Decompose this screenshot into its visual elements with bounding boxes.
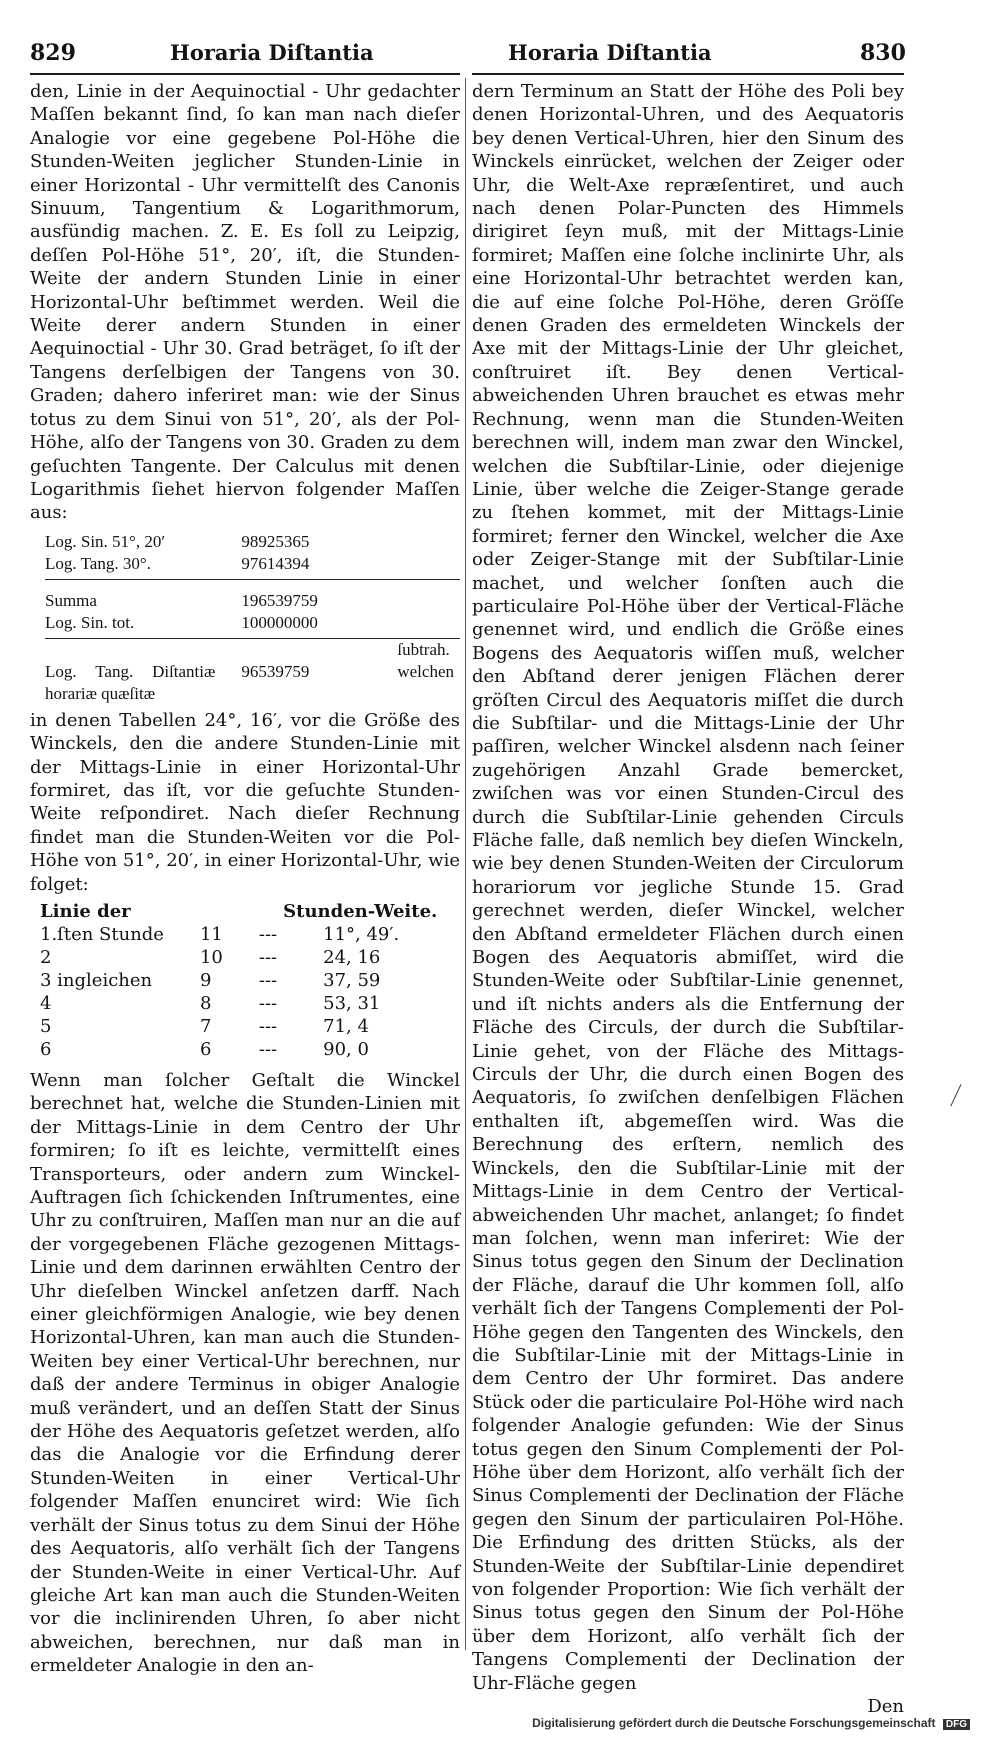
log-value: 98925365 <box>241 531 310 551</box>
table-cell: --- <box>258 969 278 991</box>
table-cell: 10 <box>199 946 223 968</box>
log-row <box>45 531 460 553</box>
log-label: Log. Sin. 51°, 20′ <box>45 531 166 551</box>
log-label: Summa <box>45 590 97 610</box>
left-column <box>30 80 460 1678</box>
margin-mark <box>950 1084 968 1110</box>
table-cell: --- <box>258 992 278 1014</box>
dfg-logo: DFG <box>943 1719 970 1730</box>
log-note: ſubtrah. <box>397 639 450 659</box>
header-rule-left <box>30 73 460 75</box>
log-row <box>45 612 460 634</box>
table-cell: 1.ſten Stunde <box>40 923 164 945</box>
running-head-right: Horaria Diſtantia <box>508 40 712 65</box>
table-cell: 37, 59 <box>323 969 381 991</box>
header-rule-right <box>472 73 904 75</box>
page-number-left: 829 <box>30 40 76 66</box>
footer-credit <box>532 1716 970 1730</box>
table-cell: 71, 4 <box>323 1015 369 1037</box>
table-cell: 3 ingleichen <box>40 969 153 991</box>
log-note: welchen <box>397 661 454 681</box>
table-cell: 8 <box>199 992 212 1014</box>
right-column <box>472 80 904 1718</box>
logarithm-table <box>45 531 460 705</box>
table-cell: 5 <box>40 1015 52 1037</box>
table-cell: --- <box>258 946 278 968</box>
right-paragraph-1: dern Terminum an Statt der Höhe des Poli bey denen Horizontal-Uhren, und des Aequatoris bey denen Vertical-Uhren, hier den Sinum des Winckels einrücket, welchen der Zeiger oder Uhr, die Welt-Axe repræſentiret, und auch nach denen Polar-Puncten des Himmels dirigiret ſeyn muß, mit der Mittags-Linie formiret; Maſſen eine ſolche inclinirte Uhr, als eine Horizontal-Uhr betrachtet werden kan, die auf eine ſolche Pol-Höhe, deren Gröſſe denen Graden des ermeldeten Winckels der Axe mit der Mittags-Linie der Uhr gleichet, conſtruiret iſt. Bey denen Vertical- abweichenden Uhren brauchet es etwas mehr Rechnung, wenn man die Stunden-Weiten berechnen will, indem man zwar den Winckel, welchen die Subſtilar-Linie, oder diejenige Linie, über welche die Zeiger-Stange gerade zu ſtehen kommet, mit der Mittags-Linie formiret; ferner den Winckel, welcher die Axe oder Zeiger-Stange mit der Subſtilar-Linie machet, und welcher ſonſten auch die particulaire Pol-Höhe über der Vertical-Fläche genennet wird, und endlich die Größe eines Bogens des Aequatoris wiſſen muß, welcher den Abſtand derer jenigen Flächen derer gröſten Circul des Aequatoris miſſet die durch die Subſtilar- und die Mittags-Linie der Uhr paſſiren, welcher Winckel alsdenn nach ſeiner zugehörigen Anzahl Grade bemercket, zwiſchen was vor einen Stunden-Circul des durch die Subſtilar-Linie gehenden Circuls Fläche falle, daß nemlich bey dieſen Winckeln, wie bey denen Stunden-Weiten der Circulorum horariorum vor jegliche Stunde 15. Grad gerechnet werden, dieſer Winckel, welcher den Abſtand ermeldeter Flächen durch einen Bogen des Aequatoris abmiſſet, wird die Stunden-Weite oder Subſtilar-Linie genennet, und iſt nichts anders als die Entfernung der Fläche des Circuls, der durch die Subſtilar-Linie gehet, von der Fläche des Mittags-Circuls der Uhr, die durch einen Bogen des Aequatoris, ſo zwiſchen denſelbigen Flächen enthalten iſt, abgemeſſen wird. Was die Berechnung des erſtern, nemlich des Winckels, den die Subſtilar-Linie mit der Mittags-Linie in dem Centro der Vertical-abweichenden Uhr machet, anlanget; ſo findet man ſolchen, wenn man inferiret: Wie der Sinus totus gegen den Sinum der Declination der Fläche, darauf die Uhr kommen ſoll, alſo verhält ſich der Tangens Complementi der Pol-Höhe gegen den Tangenten des Winckels, den die Subſtilar-Linie mit der Mittags-Linie in dem Centro der Uhr formiret. Das andere Stück oder die particulaire Pol-Höhe wird nach folgender Analogie gefunden: Wie der Sinus totus gegen den Sinum Complementi der Pol-Höhe über dem Horizont, alſo verhält ſich der Sinus Complementi der Declination der Fläche gegen den Sinum der particulairen Pol-Höhe. Die Erfindung des dritten Stücks, als der Stunden-Weite der Subſtilar-Linie dependiret von folgender Proportion: Wie ſich verhält der Sinus totus gegen den Sinum der Pol-Höhe über dem Horizont, alſo verhält ſich der Tangens Complementi der Declination der Uhr-Fläche gegen <box>472 81 904 1694</box>
table-cell: 11°, 49′. <box>323 923 400 945</box>
log-value: 100000000 <box>241 612 318 632</box>
table-row <box>40 992 443 1015</box>
running-head-left: Horaria Diſtantia <box>170 40 374 65</box>
table-row <box>40 923 443 946</box>
footer-text: Digitalisierung gefördert durch die Deutsche Forschungsgemeinschaft <box>532 1716 936 1730</box>
table-cell: --- <box>258 1015 278 1037</box>
table-cell: 6 <box>40 1038 52 1060</box>
table-cell: 7 <box>199 1015 212 1037</box>
log-row <box>45 553 460 575</box>
log-row <box>45 638 460 661</box>
table-cell: 4 <box>40 992 52 1014</box>
table-row <box>40 1015 443 1038</box>
log-value: 96539759 <box>241 661 310 681</box>
left-paragraph-3: Wenn man ſolcher Geſtalt die Winckel berechnet hat, welche die Stunden-Linien mit der Mittags-Linie in dem Centro der Uhr formiren; ſo iſt es leichte, vermittelſt eines Transporteurs, oder andern zum Winckel-Auftragen ſich ſchickenden Inſtrumentes, eine Uhr zu conſtruiren, Maſſen man nur an die auf der vorgegebenen Fläche gezogenen Mittags-Linie und dem darinnen erwählten Centro der Uhr dieſelben Winckel anſetzen darff. Nach einer gleichförmigen Analogie, wie bey denen Horizontal-Uhren, kan man auch die Stunden-Weiten bey einer Vertical-Uhr berechnen, nur daß der andere Terminus in obiger Analogie muß verändert, und an deſſen Statt der Sinus der Höhe des Aequatoris geſetzet werden, alſo das die Analogie vor die Erfindung derer Stunden-Weiten in einer Vertical-Uhr folgender Maſſen enunciret wird: Wie ſich verhält der Sinus totus zu dem Sinui der Höhe des Aequatoris, alſo verhält ſich der Tangens der Stunden-Weite in einer Vertical-Uhr. Auf gleiche Art kan man auch die Stunden-Weiten vor die inclinirenden Uhren, ſo aber nicht abweichen, berechnen, nur daß man in ermeldeter Analogie in den an- <box>30 1069 460 1677</box>
table-cell: 6 <box>199 1038 212 1060</box>
table-row <box>40 946 443 969</box>
log-value: 97614394 <box>241 553 310 573</box>
log-value: 196539759 <box>241 590 318 610</box>
table-cell: 9 <box>199 969 212 991</box>
hour-distance-table <box>40 900 443 1061</box>
page-number-right: 830 <box>860 40 906 66</box>
log-row <box>45 590 460 612</box>
table-cell: 24, 16 <box>323 946 381 968</box>
table-row <box>40 969 443 992</box>
table-cell: --- <box>258 923 278 945</box>
table-cell: 90, 0 <box>323 1038 369 1060</box>
log-label: Log. Tang. 30°. <box>45 553 151 573</box>
table-header: Linie der <box>40 900 131 922</box>
log-row <box>45 661 460 705</box>
log-label: Log. Sin. tot. <box>45 612 135 632</box>
table-cell: 11 <box>199 923 223 945</box>
table-cell: 53, 31 <box>323 992 381 1014</box>
table-header: Stunden-Weite. <box>283 900 438 922</box>
log-label: Log. Tang. Diſtantiæ horariæ quæſitæ <box>45 661 216 703</box>
left-paragraph-1: den, Linie in der Aequinoctial - Uhr gedachter Maſſen bekannt ſind, ſo kan man nach dieſer Analogie vor eine gegebene Pol-Höhe die Stunden-Weiten jeglicher Stunden-Linie in einer Horizontal - Uhr vermittelſt des Canonis Sinuum, Tangentium & Logarithmorum, ausfündig machen. Z. E. Es ſoll zu Leipzig, deſſen Pol-Höhe 51°, 20′, iſt, die Stunden-Weite der andern Stunden Linie in einer Horizontal-Uhr beſtimmet werden. Weil die Weite derer andern Stunden in einer Aequinoctial - Uhr 30. Grad beträget, ſo iſt der Tangens derſelbigen der Tangens von 30. Graden; dahero inferiret man: wie der Sinus totus zu dem Sinui von 51°, 20′, als der Pol-Höhe, alſo der Tangens von 30. Graden zu dem geſuchten Tangente. Der Calculus mit denen Logarithmis ſiehet hiervon folgender Maſſen aus: <box>30 81 461 524</box>
column-divider <box>465 78 466 1650</box>
table-row <box>40 1038 443 1061</box>
table-cell: 2 <box>40 946 52 968</box>
catchword: Den <box>867 1696 904 1718</box>
left-paragraph-2: in denen Tabellen 24°, 16′, vor die Größe des Winckels, den die andere Stunden-Linie mit der Mittags-Linie in einer Horizontal-Uhr formiret, das iſt, vor die geſuchte Stunden-Weite reſpondiret. Nach dieſer Rechnung findet man die Stunden-Weiten vor die Pol-Höhe von 51°, 20′, in einer Horizontal-Uhr, wie folget: <box>30 709 460 895</box>
table-cell: --- <box>258 1038 278 1060</box>
